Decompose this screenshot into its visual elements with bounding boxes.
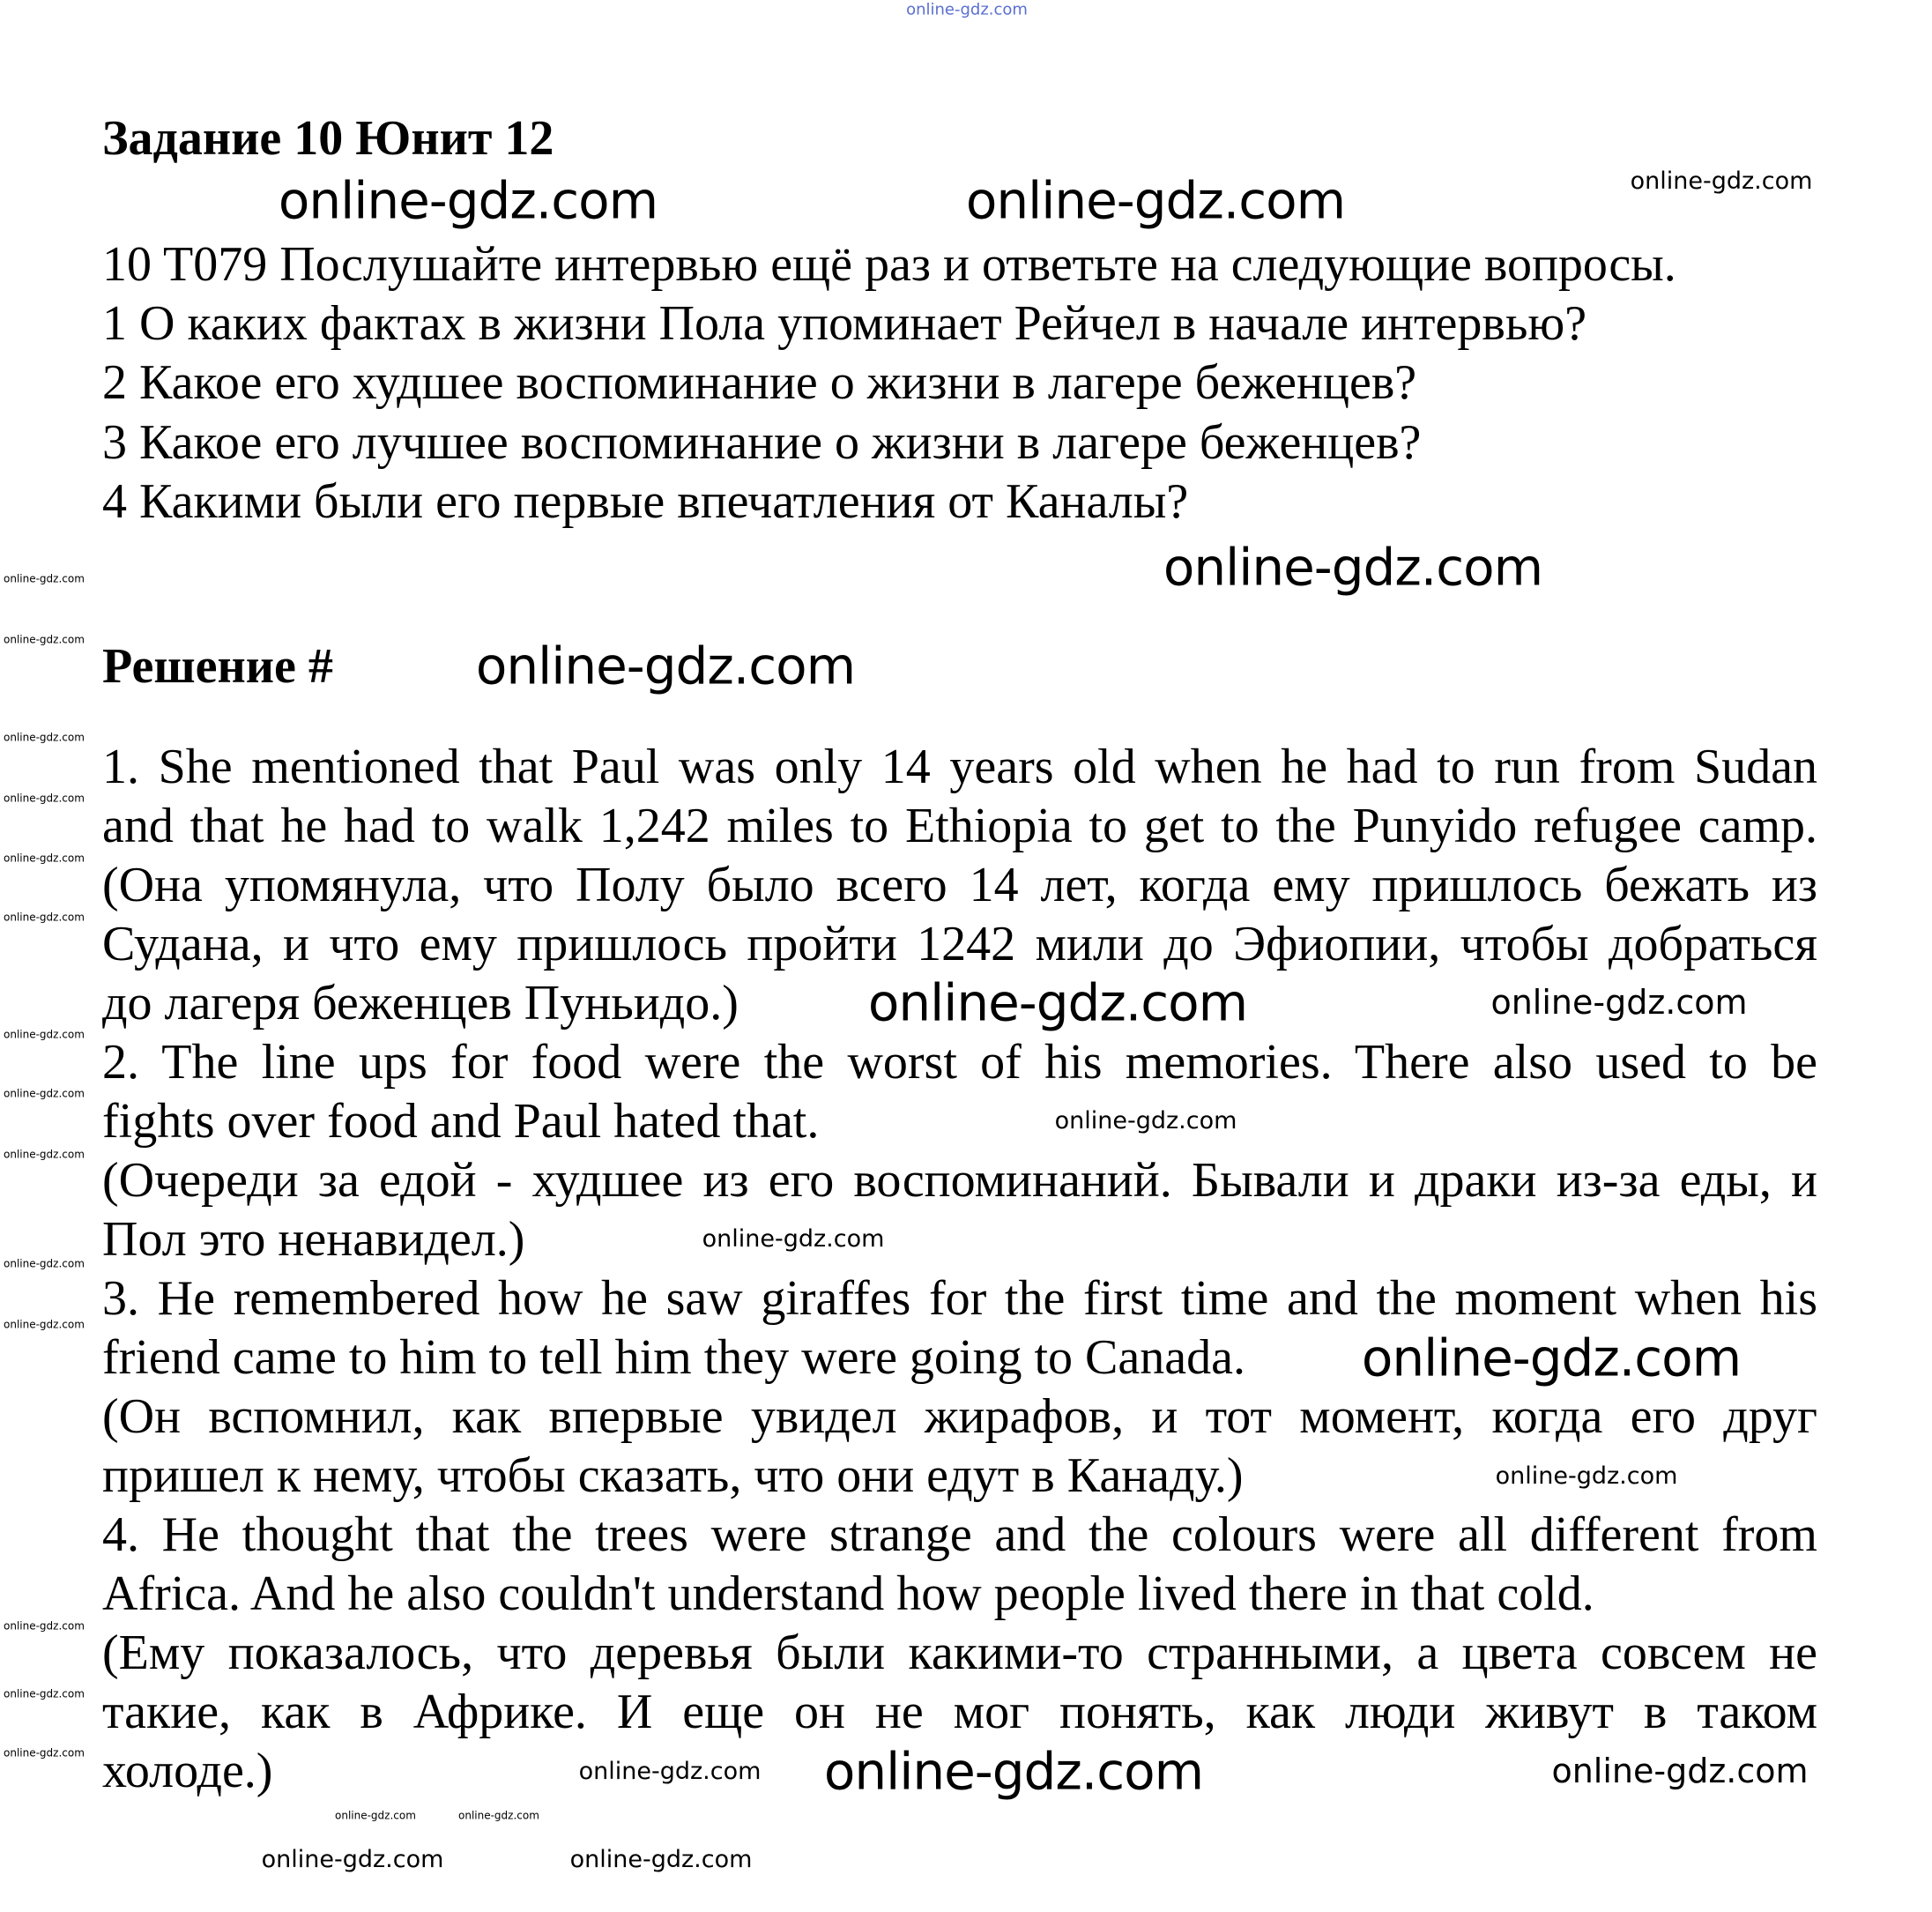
watermark: online-gdz.com <box>4 1746 85 1759</box>
answer-line: пришел к нему, чтобы сказать, что они едут в Канаду.) <box>102 1448 1244 1503</box>
question-4: 4 Какими были его первые впечатления от Каналы? <box>102 474 1189 529</box>
solution-title: Решение # <box>102 639 333 694</box>
watermark: online-gdz.com <box>867 972 1248 1033</box>
watermark: online-gdz.com <box>4 1087 85 1100</box>
watermark: online-gdz.com <box>475 636 856 696</box>
watermark: online-gdz.com <box>4 852 85 865</box>
answer-line: 2. The line ups for food were the worst of his memories. There also used to be <box>102 1035 1817 1090</box>
watermark: online-gdz.com <box>1490 983 1748 1023</box>
task-intro: 10 T079 Послушайте интервью ещё раз и ответьте на следующие вопросы. <box>102 237 1676 292</box>
answer-line: (Он вспомнил, как впервые увидел жирафов, и тот момент, когда его друг <box>102 1389 1817 1444</box>
watermark: online-gdz.com <box>458 1809 539 1822</box>
watermark: online-gdz.com <box>1630 167 1813 195</box>
watermark: online-gdz.com <box>4 1318 85 1331</box>
answer-line: до лагеря беженцев Пуньидо.) <box>102 976 739 1030</box>
watermark: online-gdz.com <box>335 1809 416 1822</box>
answer-line: fights over food and Paul hated that. <box>102 1094 820 1149</box>
watermark: online-gdz.com <box>4 633 85 646</box>
answer-line: (Ему показалось, что деревья были какими-то странными, а цвета совсем не <box>102 1626 1817 1680</box>
answer-line: (Очереди за едой - худшее из его воспоминаний. Бывали и драки из-за еды, и <box>102 1153 1817 1208</box>
answer-line: 3. He remembered how he saw giraffes for the first time and the moment when his <box>102 1271 1817 1326</box>
page-title: Задание 10 Юнит 12 <box>102 111 554 166</box>
watermark: online-gdz.com <box>278 170 658 231</box>
answer-line: 1. She mentioned that Paul was only 14 years old when he had to run from Sudan <box>102 740 1817 794</box>
watermark: online-gdz.com <box>4 911 85 924</box>
watermark: online-gdz.com <box>1054 1106 1237 1135</box>
watermark: online-gdz.com <box>1163 537 1543 598</box>
answer-line: Судана, и что ему пришлось пройти 1242 мили до Эфиопии, чтобы добраться <box>102 917 1817 971</box>
answer-line: такие, как в Африке. И еще он не мог понять, как люди живут в таком <box>102 1685 1817 1739</box>
answer-line: (Она упомянула, что Полу было всего 14 лет, когда ему пришлось бежать из <box>102 858 1817 912</box>
answer-line: Пол это ненавидел.) <box>102 1212 525 1267</box>
watermark: online-gdz.com <box>4 1257 85 1270</box>
watermark: online-gdz.com <box>569 1845 753 1873</box>
answer-line: холоде.) <box>102 1744 273 1798</box>
watermark: online-gdz.com <box>1495 1462 1678 1490</box>
watermark-top: online-gdz.com <box>906 0 1028 19</box>
watermark: online-gdz.com <box>4 1687 85 1700</box>
answer-line: Africa. And he also couldn't understand how people lived there in that cold. <box>102 1566 1594 1621</box>
watermark: online-gdz.com <box>4 1148 85 1161</box>
watermark: online-gdz.com <box>578 1757 762 1785</box>
answer-line: 4. He thought that the trees were strange and the colours were all different from <box>102 1507 1817 1562</box>
question-2: 2 Какое его худшее воспоминание о жизни в лагере беженцев? <box>102 355 1417 410</box>
solution-text <box>102 738 1817 1801</box>
watermark: online-gdz.com <box>1361 1328 1742 1388</box>
watermark: online-gdz.com <box>4 792 85 805</box>
watermark: online-gdz.com <box>4 731 85 744</box>
watermark: online-gdz.com <box>1551 1752 1809 1791</box>
watermark: online-gdz.com <box>4 1619 85 1633</box>
watermark: online-gdz.com <box>4 1028 85 1041</box>
question-3: 3 Какое его лучшее воспоминание о жизни в лагере беженцев? <box>102 415 1422 470</box>
answer-line: friend came to him to tell him they were going to Canada. <box>102 1330 1245 1385</box>
watermark: online-gdz.com <box>823 1741 1204 1802</box>
watermark: online-gdz.com <box>702 1224 885 1253</box>
answer-line: and that he had to walk 1,242 miles to Ethiopia to get to the Punyido refugee camp. <box>102 799 1817 853</box>
watermark: online-gdz.com <box>261 1845 444 1873</box>
watermark: online-gdz.com <box>965 170 1346 231</box>
question-1: 1 О каких фактах в жизни Пола упоминает Рейчел в начале интервью? <box>102 296 1587 351</box>
watermark: online-gdz.com <box>4 572 85 585</box>
